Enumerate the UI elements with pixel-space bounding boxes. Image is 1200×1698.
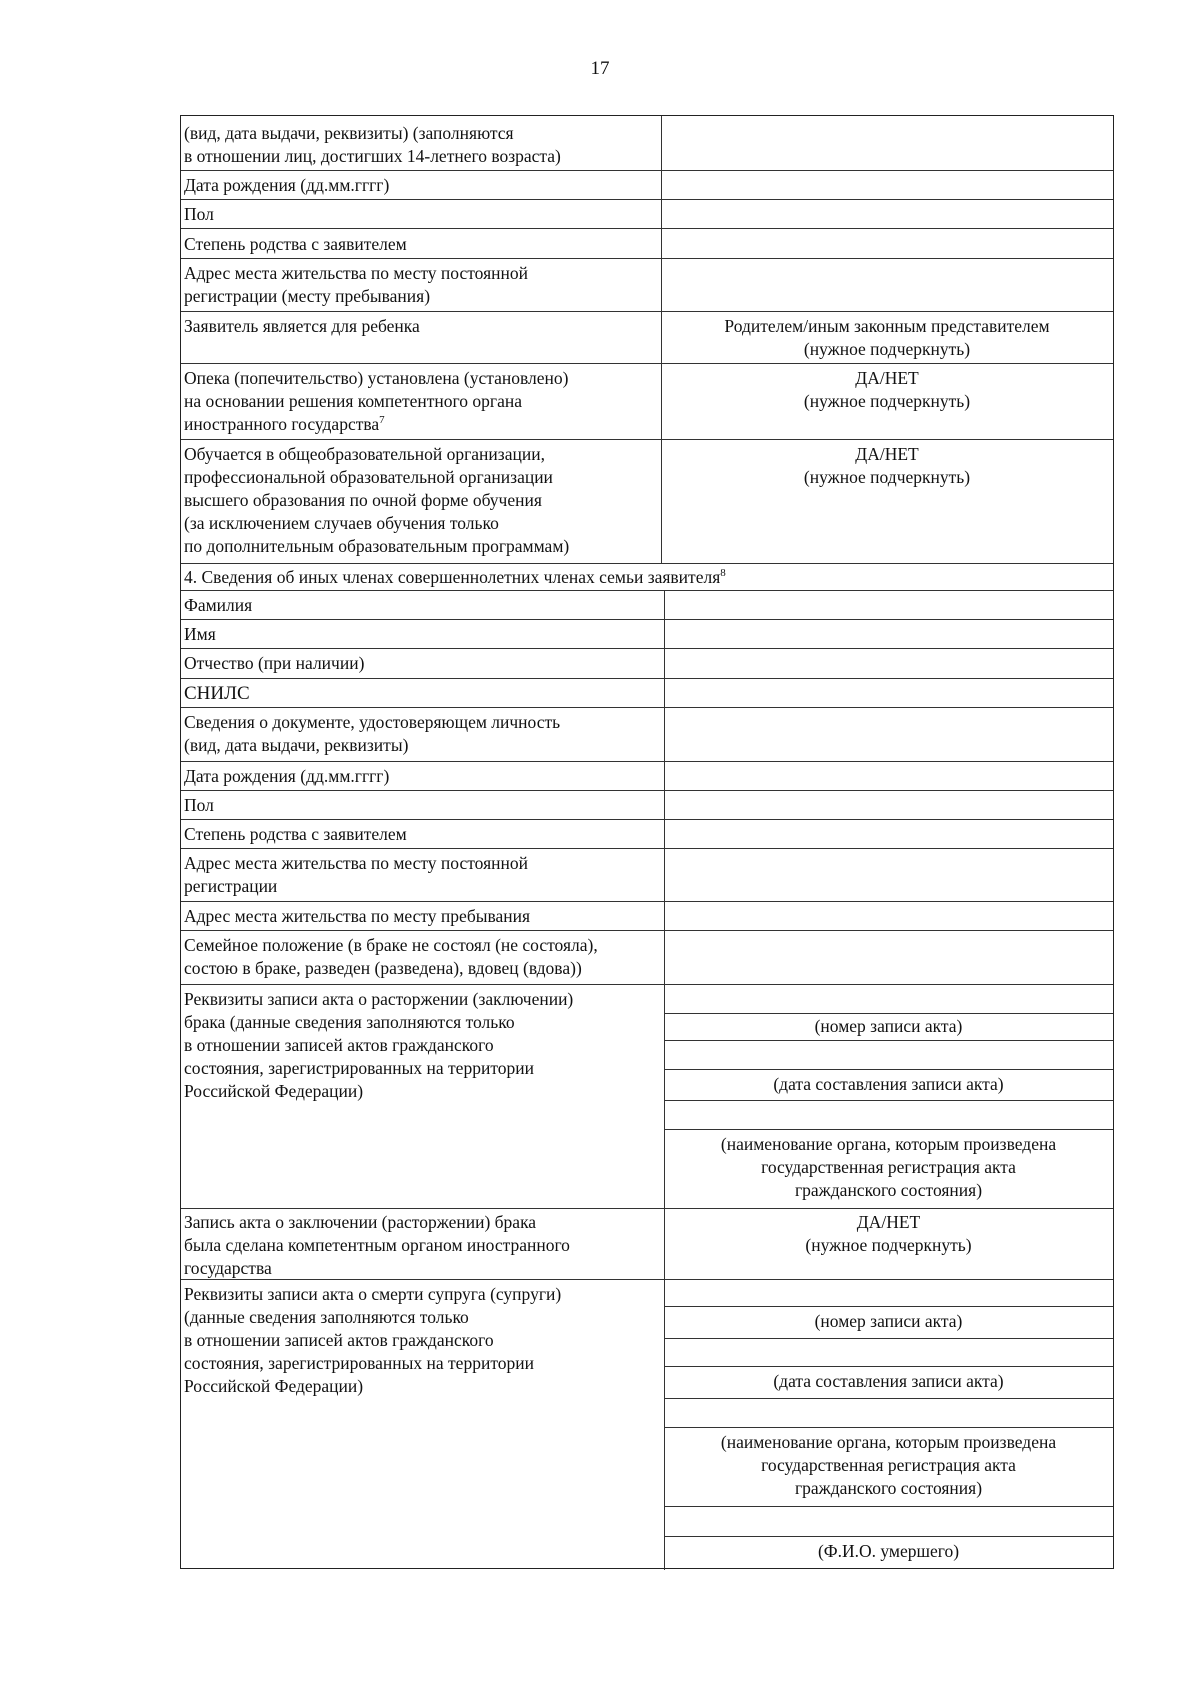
- section4-heading: 4. Сведения об иных членах совершеннолетних членах семьи заявителя$^8$: [184, 567, 726, 587]
- sub-line: [664, 1398, 1113, 1399]
- member-dob-label: Дата рождения (дд.мм.гггг): [184, 766, 390, 786]
- row-line: [181, 930, 1113, 931]
- foreign-marriage-label: Запись акта о заключении (расторжении) брака была сделана компетентным органом иностранного государства: [184, 1212, 570, 1278]
- footnote-marker: 8: [720, 567, 726, 580]
- patronymic-label: Отчество (при наличии): [184, 653, 365, 673]
- sub-line: [664, 1506, 1113, 1507]
- guardianship-label: Опека (попечительство) установлена (установлено) на основании решения компетентного органа иностранного государства$^7$: [184, 368, 569, 434]
- member-sex-label: Пол: [184, 795, 214, 815]
- death-record-date: (дата составления записи акта): [773, 1371, 1004, 1391]
- foreign-marriage-value: ДА/НЕТ (нужное подчеркнуть): [805, 1212, 972, 1255]
- row-line: [181, 563, 1113, 564]
- row-line: [181, 199, 1113, 200]
- perm-address-label: Адрес места жительства по месту постоянной регистрации: [184, 853, 528, 896]
- row-line: [181, 848, 1113, 849]
- sub-line: [664, 1129, 1113, 1130]
- snils-label: СНИЛС: [184, 683, 250, 704]
- deceased-name: (Ф.И.О. умершего): [817, 1541, 960, 1561]
- death-record-label: Реквизиты записи акта о смерти супруга (супруги) (данные сведения заполняются только в отношении записей актов гражданского состояния, зарегистрированных на территории Российской Федерации): [184, 1284, 562, 1396]
- footnote-marker: 7: [379, 414, 385, 427]
- death-record-authority: (наименование органа, которым произведена государственная регистрация акта гражданского состояния): [720, 1432, 1057, 1498]
- sub-line: [664, 1338, 1113, 1339]
- death-record-number: (номер записи акта): [814, 1311, 963, 1331]
- child-address-label: Адрес места жительства по месту постоянной регистрации (месту пребывания): [184, 263, 528, 306]
- sub-line: [664, 1100, 1113, 1101]
- row-line: [181, 439, 1113, 440]
- studies-value: ДА/НЕТ (нужное подчеркнуть): [803, 444, 971, 487]
- name-label: Имя: [184, 624, 216, 644]
- row-line: [181, 984, 1113, 985]
- sub-line: [664, 1069, 1113, 1070]
- sub-line: [664, 1013, 1113, 1014]
- row-line: [181, 619, 1113, 620]
- guardianship-value: ДА/НЕТ (нужное подчеркнуть): [803, 368, 971, 411]
- row-line: [181, 363, 1113, 364]
- sub-line: [664, 1427, 1113, 1428]
- row-line: [181, 228, 1113, 229]
- row-line: [181, 311, 1113, 312]
- row-line: [181, 761, 1113, 762]
- marriage-record-label: Реквизиты записи акта о расторжении (заключении) брака (данные сведения заполняются только в отношении записей актов гражданского состояния, зарегистрированных на территории Российской Федерации): [184, 989, 574, 1101]
- id-doc-label: Сведения о документе, удостоверяющем личность (вид, дата выдачи, реквизиты): [184, 712, 561, 755]
- child-sex-label: Пол: [184, 204, 214, 224]
- application-form-table: [180, 115, 1114, 1569]
- page-number: 17: [590, 58, 610, 79]
- row-line: [181, 170, 1113, 171]
- stay-address-label: Адрес места жительства по месту пребывания: [184, 906, 531, 926]
- sub-line: [664, 1040, 1113, 1041]
- row-line: [181, 258, 1113, 259]
- applicant-is-value: Родителем/иным законным представителем (нужное подчеркнуть): [724, 316, 1050, 359]
- child-doc-label: (вид, дата выдачи, реквизиты) (заполняются в отношении лиц, достигших 14-летнего возраста): [184, 123, 561, 166]
- row-line: [181, 648, 1113, 649]
- applicant-is-label: Заявитель является для ребенка: [184, 316, 420, 336]
- row-line: [181, 678, 1113, 679]
- child-kinship-label: Степень родства с заявителем: [184, 234, 407, 254]
- member-kinship-label: Степень родства с заявителем: [184, 824, 407, 844]
- child-dob-label: Дата рождения (дд.мм.гггг): [184, 175, 390, 195]
- row-line: [181, 1208, 1113, 1209]
- surname-label: Фамилия: [184, 595, 253, 615]
- sub-line: [664, 1306, 1113, 1307]
- marital-status-label: Семейное положение (в браке не состоял (не состояла), состою в браке, разведен (разведена), вдовец (вдова)): [184, 935, 598, 978]
- row-line: [181, 790, 1113, 791]
- row-line: [181, 590, 1113, 591]
- sub-line: [664, 1536, 1113, 1537]
- sub-line: [664, 1366, 1113, 1367]
- row-line: [181, 707, 1113, 708]
- studies-label: Обучается в общеобразовательной организации, профессиональной образовательной организации высшего образования по очной форме обучения (за исключением случаев обучения только по дополнительным образовательным программам): [184, 444, 570, 556]
- marriage-record-number: (номер записи акта): [814, 1016, 963, 1036]
- marriage-record-date: (дата составления записи акта): [773, 1074, 1004, 1094]
- row-line: [181, 819, 1113, 820]
- row-line: [181, 901, 1113, 902]
- marriage-record-authority: (наименование органа, которым произведена государственная регистрация акта гражданского состояния): [720, 1134, 1057, 1200]
